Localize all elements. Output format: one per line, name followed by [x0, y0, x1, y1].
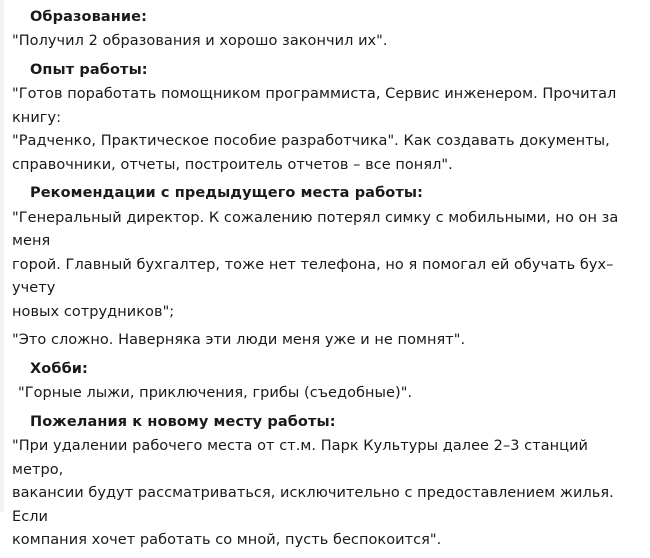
document-body [12, 6, 640, 558]
text-line: "При удалении рабочего места от ст.м. Парк Культуры далее 2–3 станций метро, [12, 438, 589, 478]
recommendations-text-2 [12, 329, 640, 352]
hobby-text [18, 382, 640, 405]
text-line: "Генеральный директор. К сожалению потерял симку с мобильными, но он за меня [12, 209, 619, 250]
education-text [12, 30, 640, 53]
work-experience-text [12, 83, 640, 177]
text-line: "Это сложно. Наверняка эти люди меня уже и не помнят". [12, 332, 466, 349]
block-spacer [12, 555, 640, 558]
wishes-heading: Пожелания к новому месту работы: [30, 413, 336, 430]
text-line: справочники, отчеты, построитель отчетов – все понял". [12, 156, 453, 173]
text-line: горой. Главный бухгалтер, тоже нет телефона, но я помогал ей обучать бух–учету [12, 256, 614, 297]
text-line: "Горные лыжи, приключения, грибы (съедобные)". [18, 385, 413, 402]
work-experience-heading: Опыт работы: [30, 61, 148, 78]
text-line: новых сотрудников"; [12, 303, 175, 320]
hobby-heading: Хобби: [30, 360, 88, 377]
text-line: вакансии будут рассматриваться, исключительно с предоставлением жилья. Если [12, 485, 614, 525]
text-line: компания хочет работать со мной, пусть беспокоится". [12, 532, 442, 549]
text-line: "Радченко, Практическое пособие разработчика". Как создавать документы, [12, 133, 610, 150]
recommendations-text [12, 207, 640, 324]
text-line: "Получил 2 образования и хорошо закончил их". [12, 33, 388, 50]
education-heading: Образование: [30, 9, 147, 25]
recommendations-heading: Рекомендации с предыдущего места работы: [30, 185, 423, 202]
left-margin-rule [0, 0, 4, 512]
text-line: "Готов поработать помощником программиста, Сервис инженером. Прочитал книгу: [12, 86, 617, 126]
wishes-text [12, 435, 640, 552]
